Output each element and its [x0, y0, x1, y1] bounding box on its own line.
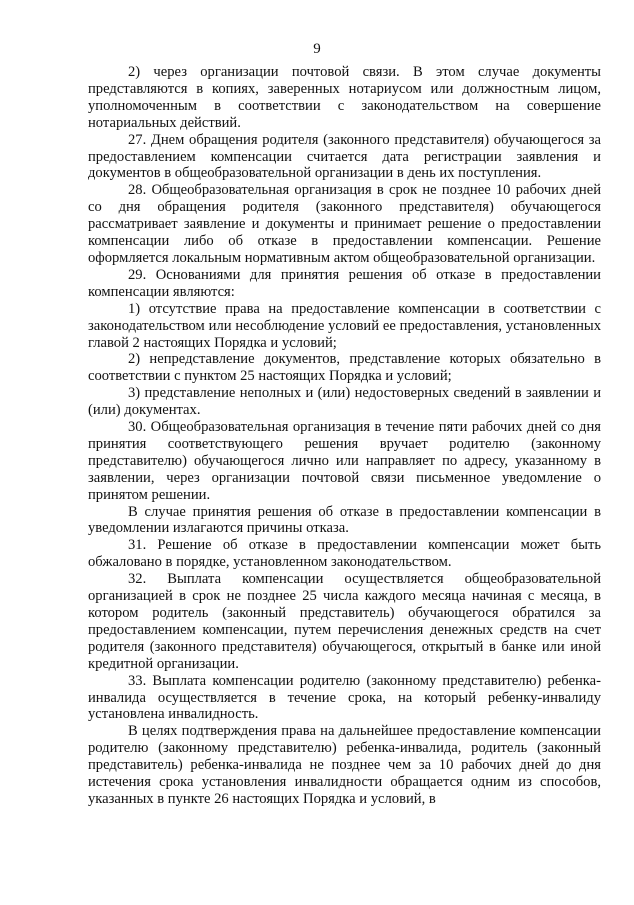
paragraph-29: 29. Основаниями для принятия решения об отказе в предоставлении компенсации являются:	[88, 266, 601, 300]
paragraph-30-continued: В случае принятия решения об отказе в предоставлении компенсации в уведомлении излагаются причины отказа.	[88, 503, 601, 537]
paragraph-29-item-3: 3) представление неполных и (или) недостоверных сведений в заявлении и (или) документах.	[88, 385, 601, 419]
paragraph-30: 30. Общеобразовательная организация в течение пяти рабочих дней со дня принятия соответствующего решения вручает родителю (законному представителю) обучающегося лично или направляет по адресу, указанному в заявлении, через организации почтовой связи письменное уведомление о принятом решении.	[88, 419, 601, 503]
paragraph-27: 27. Днем обращения родителя (законного представителя) обучающегося за предоставлением компенсации считается дата регистрации заявления и документов в общеобразовательной организации в день их поступления.	[88, 131, 601, 182]
paragraph-29-item-1: 1) отсутствие права на предоставление компенсации в соответствии с законодательством или несоблюдение условий ее предоставления, установленных главой 2 настоящих Порядка и условий;	[88, 300, 601, 351]
paragraph-29-item-2: 2) непредставление документов, представление которых обязательно в соответствии с пунктом 25 настоящих Порядка и условий;	[88, 351, 601, 385]
document-body	[88, 64, 601, 808]
paragraph-28: 28. Общеобразовательная организация в срок не позднее 10 рабочих дней со дня обращения родителя (законного представителя) обучающегося рассматривает заявление и документы и принимает решение о предоставлении компенсации либо об отказе в предоставлении компенсации. Решение оформляется локальным нормативным актом общеобразовательной организации.	[88, 182, 601, 266]
paragraph-32: 32. Выплата компенсации осуществляется общеобразовательной организацией в срок не позднее 25 числа каждого месяца начиная с месяца, в котором родитель (законный представитель) обучающегося обратился за предоставлением компенсации, путем перечисления денежных средств на счет родителя (законного представителя) обучающегося, открытый в банке или иной кредитной организации.	[88, 571, 601, 672]
paragraph-26-item-2: 2) через организации почтовой связи. В этом случае документы представляются в копиях, заверенных нотариусом или должностным лицом, уполномоченным в соответствии с законодательством на совершение нотариальных действий.	[88, 64, 601, 131]
paragraph-31: 31. Решение об отказе в предоставлении компенсации может быть обжаловано в порядке, установленном законодательством.	[88, 537, 601, 571]
page-number: 9	[313, 41, 321, 57]
paragraph-33-continued: В целях подтверждения права на дальнейшее предоставление компенсации родителю (законному представителю) ребенка-инвалида, родитель (законный представитель) ребенка-инвалида не позднее чем за 10 рабочих дней до дня истечения срока установления инвалидности обращается одним из способов, указанных в пункте 26 настоящих Порядка и условий, в	[88, 723, 601, 807]
paragraph-33: 33. Выплата компенсации родителю (законному представителю) ребенка-инвалида осуществляется в течение срока, на который ребенку-инвалиду установлена инвалидность.	[88, 672, 601, 723]
